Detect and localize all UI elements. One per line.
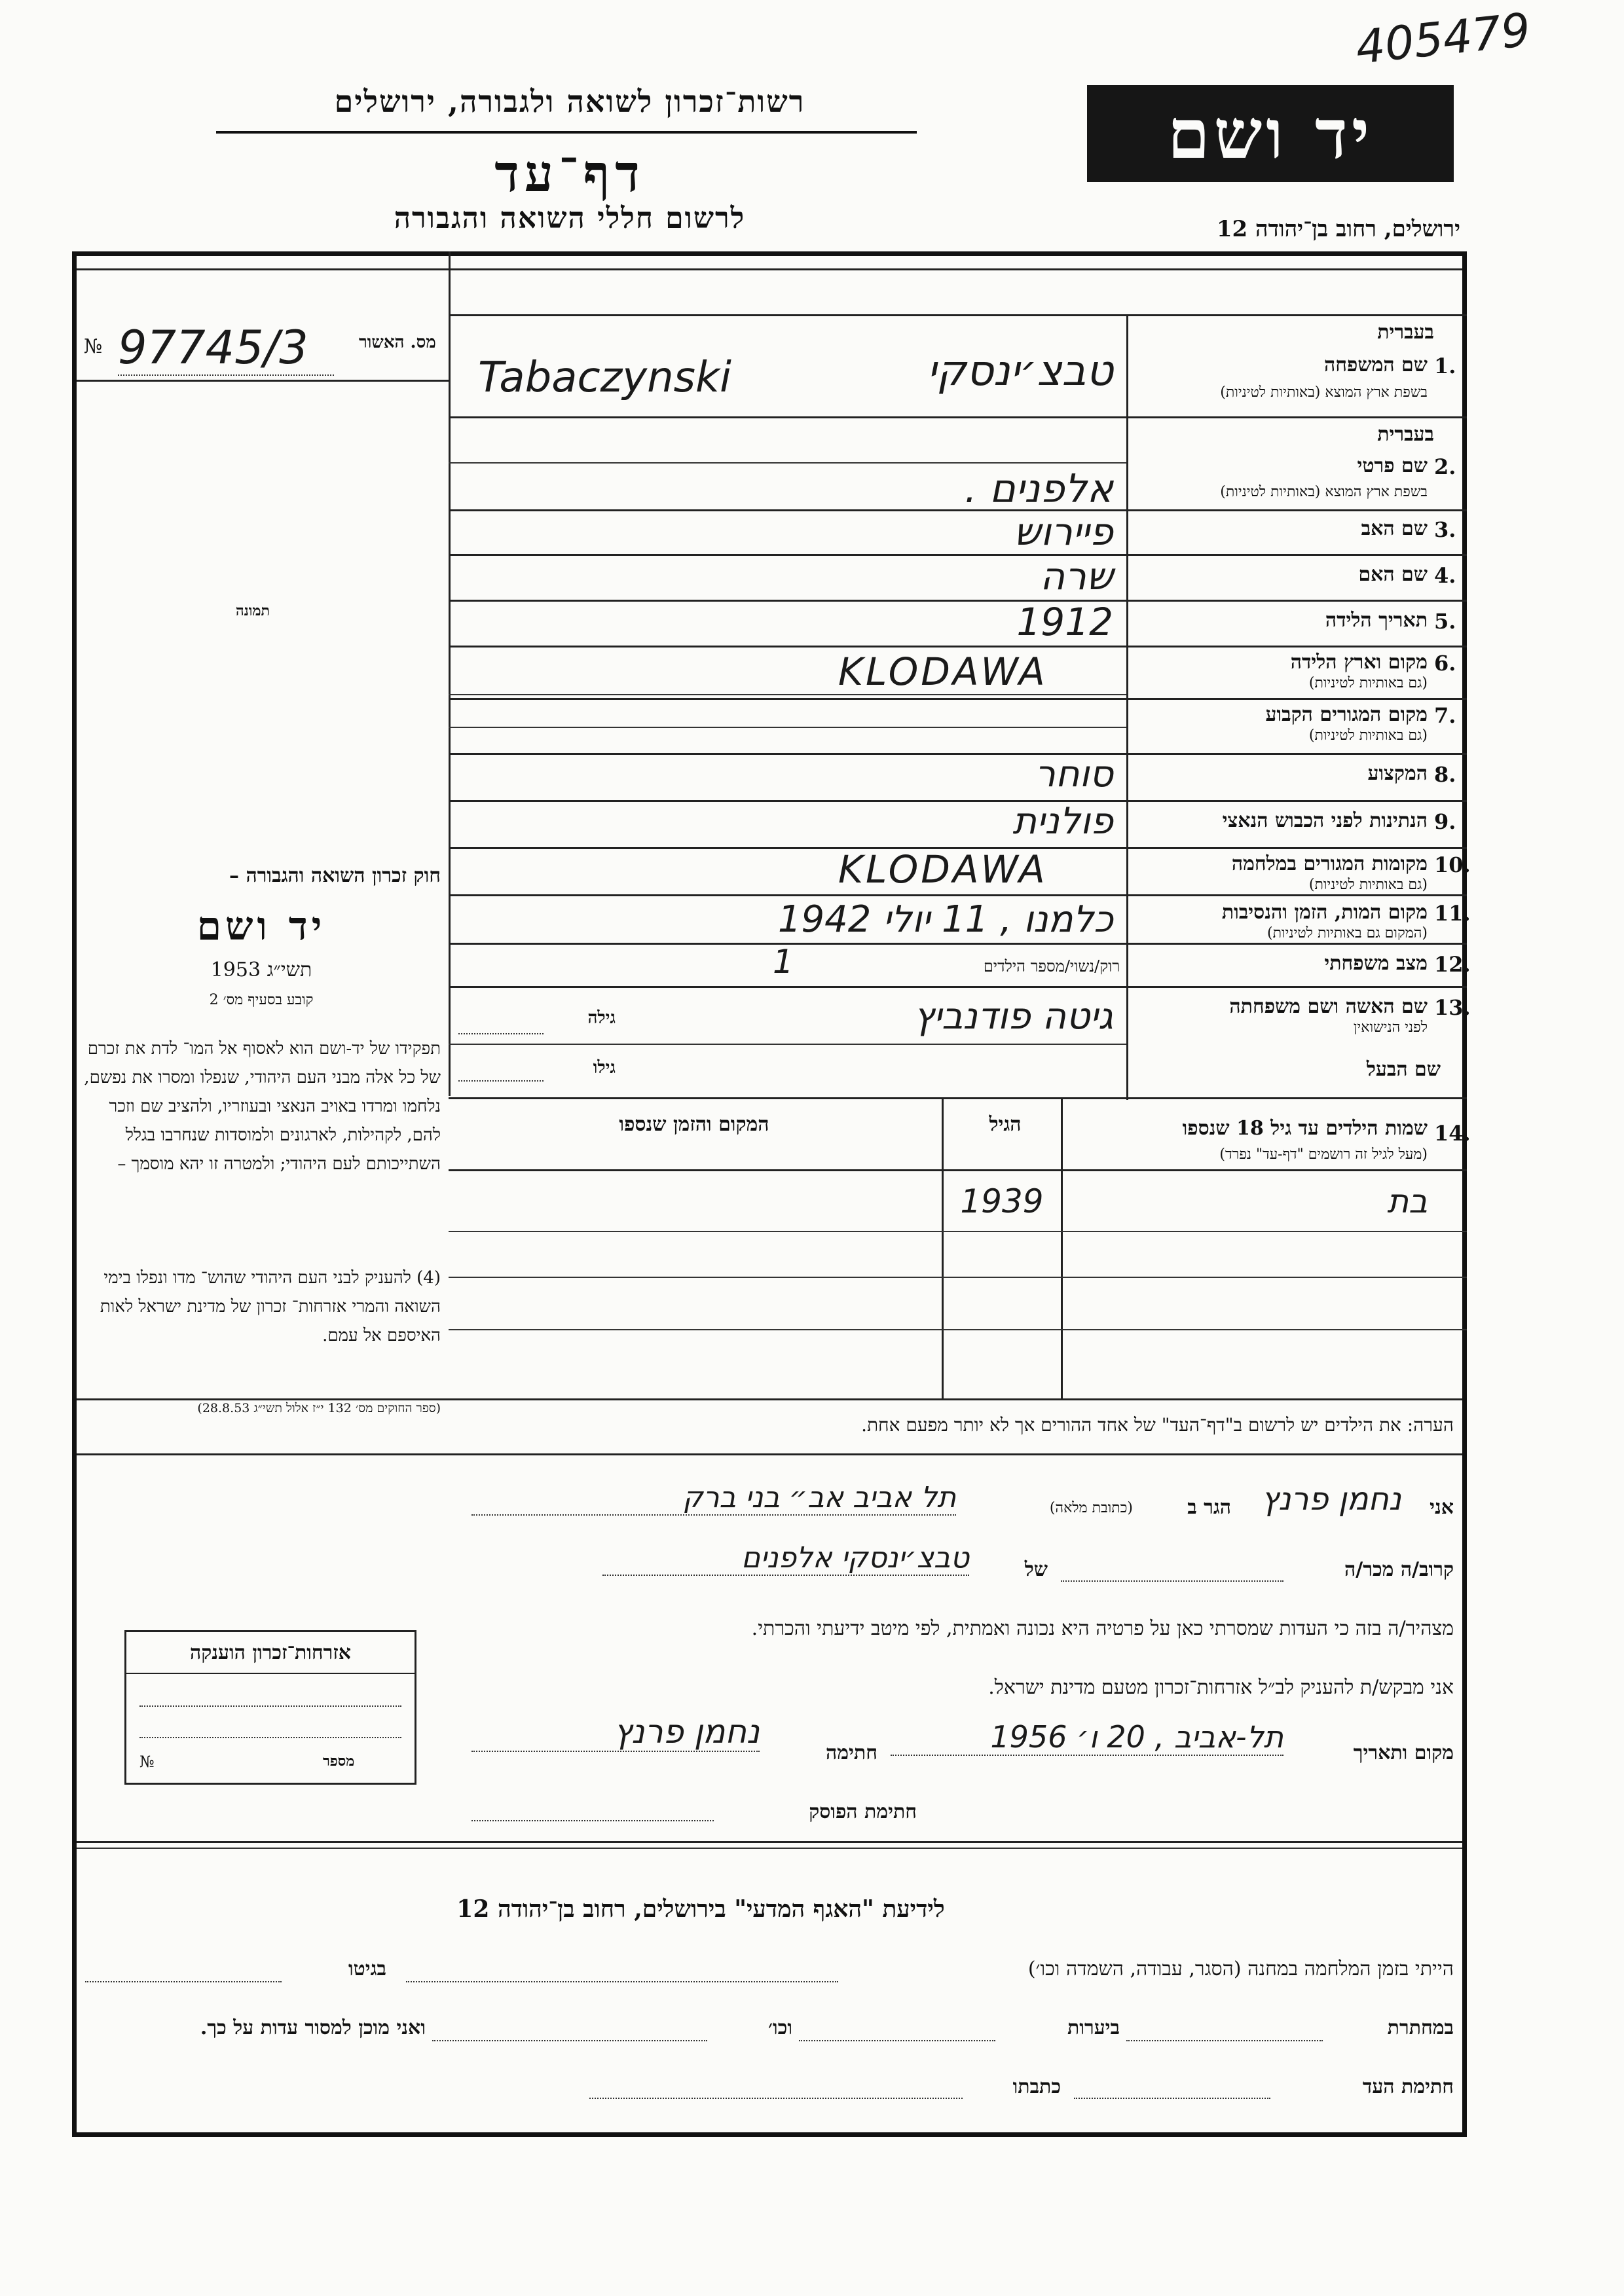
row-rule: [449, 694, 1126, 695]
field-8-number: 8.: [1434, 762, 1456, 787]
field-2-label: שם פרטי: [1357, 454, 1428, 477]
birth-date: 1912: [1016, 600, 1113, 644]
field-12-sub: רוק/נשוי/מספר הילדים: [983, 957, 1120, 975]
footer-witness-signature-label: חתימת העד: [1362, 2075, 1454, 2098]
field-13-label: שם האשה ושם משפחתה: [1229, 995, 1428, 1018]
footer-witness-signature-line: [1074, 2098, 1270, 2099]
declarant-label: אני: [1430, 1496, 1454, 1519]
footer-underground-line: [1126, 2040, 1323, 2041]
officer-signature-label: חתימת הפוסק: [809, 1800, 917, 1823]
field-3-number: 3.: [1434, 517, 1456, 542]
hebrew-tag-1: בעברית: [1377, 321, 1434, 344]
footer-address-line: [589, 2098, 963, 2099]
field-6-number: 6.: [1434, 651, 1456, 676]
field-7-label: מקום המגורים הקבוע: [1265, 703, 1428, 726]
field-3-label: שם האב: [1361, 517, 1428, 540]
form-subtitle: לרשום חללי השואה והגבורה: [394, 202, 746, 235]
left-column-divider: [449, 251, 451, 1096]
field-4-number: 4.: [1434, 563, 1456, 588]
footer-forests-label: ביערות: [1067, 2016, 1120, 2039]
children-row-rule: [449, 1231, 1467, 1232]
row-rule: [449, 698, 1467, 700]
law-text: תפקידו של יד-ושם הוא לאסוף אל המו־ לדת את זכרם של כל אלה מבני העם היהודי, שנפלו ומסרו את נפשם, נלחמו ומרדו באויב הנאצי ובעוזריו, ולהציב שם וזכר להם, לקהילות, לארגונים ולמוסדות שנחרבו בגלל השתייכותם לעם היהודי; ולמטרה זו יהא מוסמך –: [84, 1039, 441, 1174]
note-rule: [77, 1453, 1462, 1455]
field-2-number: 2.: [1434, 454, 1456, 479]
children-age-header: הגיל: [989, 1113, 1022, 1136]
victim-reference: טבצ׳ינסקי אלפנים: [602, 1541, 969, 1576]
children-place-header: המקום והזמן שנספו: [619, 1113, 769, 1136]
law-year: תשי״ג 1953: [210, 958, 312, 981]
approval-number: 97745/3: [118, 321, 334, 376]
field-6-sub: (גם באותיות לטיניות): [1308, 675, 1428, 691]
law-clause: קובע בסעיף מס׳ 2: [209, 992, 314, 1008]
citizenship-box: [124, 1630, 416, 1785]
signature-label: חתימה: [826, 1741, 877, 1764]
fields-top-rule: [449, 314, 1467, 316]
wife-age-line: [458, 1033, 544, 1034]
declaration-text: מצהיר/ה בזה כי העדות שמסרתי כאן על פרטיה היא נכונה ואמתית, לפי מיטב ידיעתי והכרתי.: [751, 1617, 1454, 1640]
husband-age-line: [458, 1080, 544, 1082]
field-1-label: שם המשפחה: [1323, 354, 1428, 376]
field-2-sub: בשפת ארץ המוצא (באותיות לטיניות): [1220, 484, 1428, 500]
birth-place: KLODAWA: [838, 649, 1048, 694]
hebrew-tag-2: בעברית: [1377, 423, 1434, 446]
archive-number: 405479: [1353, 3, 1533, 75]
row-rule: [449, 727, 1126, 728]
children-note: הערה: את הילדים יש לרשום ב"דף־העד" של אחד ההורים אך לא יותר מפעם אחת.: [861, 1414, 1454, 1436]
field-11-label: מקום המות, הזמן והנסיבות: [1221, 901, 1428, 924]
field-9-number: 9.: [1434, 809, 1456, 834]
field-10-label: מקומות המגורים במלחמה: [1231, 852, 1428, 875]
field-5-number: 5.: [1434, 609, 1456, 634]
footer-ghetto-line: [85, 1981, 282, 1982]
field-6-label: מקום וארץ הלידה: [1290, 651, 1428, 674]
citizenship-title: אזרחות־זכרון הוענקה: [189, 1641, 352, 1664]
children-row-rule: [449, 1329, 1467, 1330]
field-8-label: המקצוע: [1367, 762, 1428, 785]
field-10-sub: (גם באותיות לטיניות): [1308, 877, 1428, 893]
approval-label: מס. האשור: [359, 333, 436, 352]
label-column-divider: [1126, 314, 1128, 1100]
footer-ghetto-label: בגיטו: [348, 1958, 386, 1980]
address-hint: (כתובת מלאה): [1049, 1500, 1133, 1516]
place-date-label: מקום ותאריך: [1353, 1741, 1454, 1764]
law-reference: (ספר החוקים מס׳ 132 י״ז אלול תשי״ג 28.8.53): [197, 1401, 441, 1415]
officer-signature-line: [471, 1820, 714, 1821]
father-name: פיירוש: [1014, 509, 1113, 554]
row-rule: [449, 1097, 1467, 1099]
place-date-value: תל-אביב , 20 ו׳ 1956: [891, 1719, 1283, 1756]
citizenship-number-symbol: №: [139, 1753, 155, 1771]
law-title: חוק זכרון השואה והגבורה –: [229, 864, 441, 887]
footer-ready-text: ואני מוכן למסור עדות על כך.: [200, 2016, 426, 2039]
husband-age-label: גילו: [593, 1058, 616, 1078]
husband-label: שם הבעל: [1366, 1058, 1441, 1081]
field-1-number: 1.: [1434, 354, 1456, 378]
yad-vashem-logo: יד ושם: [1087, 85, 1454, 182]
declarant-address: תל אביב אב״ בני ברק: [471, 1481, 956, 1516]
number-symbol: №: [84, 335, 103, 358]
mother-name: שרה: [1040, 554, 1113, 598]
citizenship-rule: [126, 1673, 415, 1674]
children-row-rule: [449, 1277, 1467, 1278]
declarant-name: נחמן פרנץ: [1261, 1481, 1401, 1518]
footer-camp-line: [406, 1981, 838, 1982]
field-13-sub: לפני הנישואין: [1353, 1019, 1428, 1036]
citizenship-line: [139, 1705, 401, 1707]
family-name-hebrew: טבצ׳ינסקי: [927, 347, 1113, 395]
nationality: פולנית: [1012, 800, 1113, 843]
signature-value: נחמן פרנץ: [471, 1713, 760, 1752]
of-label: של: [1024, 1558, 1048, 1581]
authority-name: רשות־זכרון לשואה ולגבורה, ירושלים: [334, 84, 805, 119]
death-place-date: כלמנו , 11 יולי 1942: [777, 898, 1113, 941]
footer-heading: לידיעת "האגף המדעי" בירושלים, רחוב בן־יהודה 12: [456, 1895, 945, 1923]
field-11-number: 11.: [1434, 901, 1471, 926]
row-rule: [449, 894, 1467, 896]
header-rule: [216, 131, 917, 134]
frame-inner-rule: [77, 268, 1462, 270]
children-count: 1: [773, 943, 794, 981]
field-12-label: מצב משפחתי: [1324, 952, 1428, 975]
children-sub: (מעל לגיל זה רושמים "דף-עד" נפרד): [1219, 1146, 1428, 1163]
row-rule: [449, 1044, 1126, 1045]
approval-rule: [77, 380, 449, 382]
field-9-label: הנתינות לפני הכבוש הנאצי: [1222, 809, 1428, 832]
children-number: 14.: [1434, 1121, 1471, 1146]
footer-camp-label: הייתי בזמן המלחמה במחנה (הסגר, עבודה, השמדה וכו׳): [1027, 1958, 1454, 1980]
footer-etc-label: וכו׳: [768, 2016, 792, 2039]
citizenship-number-label: מספר: [323, 1753, 355, 1770]
field-12-number: 12.: [1434, 952, 1471, 977]
field-7-number: 7.: [1434, 703, 1456, 728]
field-5-label: תאריך הלידה: [1325, 609, 1428, 632]
field-13-number: 13.: [1434, 995, 1471, 1020]
wife-name: גיטה פודנביץ: [913, 995, 1113, 1038]
request-text: אני מבקש/ת להעניק לב״ל אזרחות־זכרון מטעם מדינת ישראל.: [988, 1676, 1454, 1699]
field-1-sub: בשפת ארץ המוצא (באותיות לטיניות): [1220, 384, 1428, 401]
relation-label: קרוב/ה מכר/ה: [1344, 1558, 1454, 1581]
children-label: שמות הילדים עד גיל 18 שנספו: [1182, 1117, 1428, 1140]
field-11-sub: (המקום גם באותיות לטיניות): [1267, 925, 1428, 941]
child-age: 1939: [960, 1182, 1044, 1220]
row-rule: [449, 986, 1467, 988]
child-name: בת: [1387, 1182, 1428, 1220]
footer-rule: [77, 1848, 1462, 1849]
field-10-number: 10.: [1434, 852, 1471, 877]
wife-age-label: גילה: [587, 1008, 616, 1028]
profession: סוחר: [1035, 753, 1113, 795]
footer-rule: [77, 1841, 1462, 1843]
footer-address-label: כתבתו: [1012, 2075, 1061, 2098]
children-header-rule: [449, 1169, 1467, 1171]
relation-line: [1061, 1580, 1283, 1582]
field-4-label: שם האם: [1358, 563, 1428, 586]
family-name-latin: Tabaczynski: [478, 354, 731, 402]
footer-underground-label: במחתרת: [1387, 2016, 1454, 2039]
header-address: ירושלים, רחוב בן־יהודה 12: [1216, 216, 1460, 242]
form-title: דף־עד: [494, 144, 645, 204]
children-col-divider: [942, 1097, 944, 1398]
law-name: יד ושם: [196, 903, 326, 949]
photo-label: תמונה: [236, 602, 270, 619]
row-rule: [449, 646, 1467, 647]
children-col-divider: [1061, 1097, 1063, 1398]
first-name: אלפנים .: [964, 466, 1113, 512]
row-rule: [449, 462, 1126, 464]
resident-label: הגר ב: [1187, 1496, 1231, 1519]
wartime-residence: KLODAWA: [838, 847, 1048, 892]
citizenship-line: [139, 1737, 401, 1738]
row-rule: [449, 416, 1467, 418]
field-7-sub: (גם באותיות לטיניות): [1308, 727, 1428, 744]
footer-etc-line: [432, 2040, 707, 2041]
footer-forests-line: [799, 2040, 995, 2041]
row-rule: [449, 943, 1467, 945]
law-clause-4: (4) להעניק לבני העם היהודי שהוש־ מדו ונפלו בימי השואה והמרי אזרחות־ זכרון של מדינת ישראל לאות האיספם אל עמם.: [100, 1268, 441, 1345]
children-bottom-rule: [77, 1398, 1462, 1400]
